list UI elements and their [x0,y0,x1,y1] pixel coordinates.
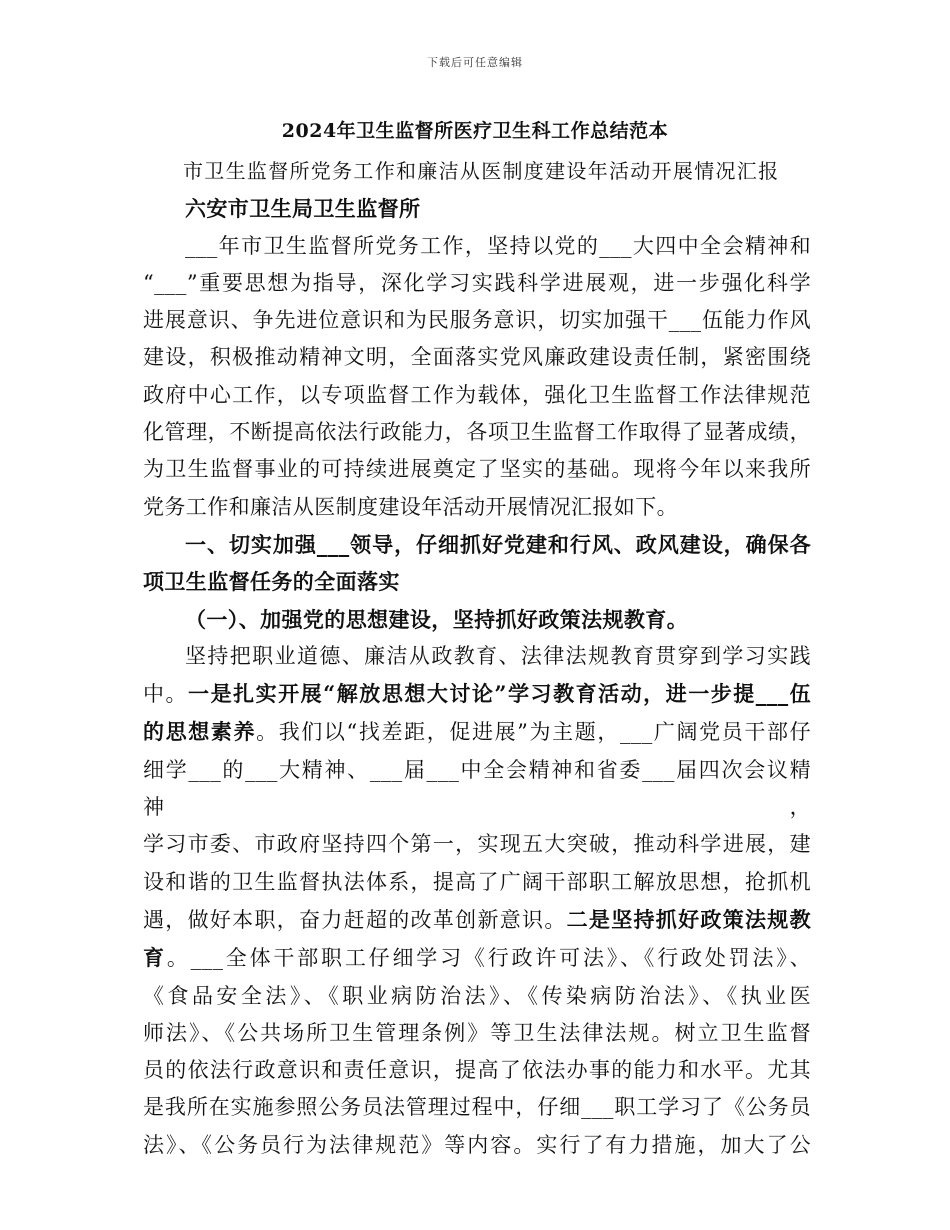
paragraph-line: 建设，积极推动精神文明，全面落实党风廉政建设责任制，紧密围绕 [143,345,811,370]
paragraph-line: 法》、《公务员行为法律规范》等内容。实行了有力措施，加大了公 [143,1132,811,1157]
report-subtitle: 市卫生监督所党务工作和廉洁从医制度建设年活动开展情况汇报 [183,159,780,183]
page-header: 下载后可任意编辑 [427,56,523,69]
paragraph-line: 党务工作和廉洁从医制度建设年活动开展情况汇报如下。 [143,494,678,519]
paragraph-line: 学习市委、市政府坚持四个第一，实现五大突破，推动科学进展，建 [143,832,811,857]
paragraph-line: 《食品安全法》、《职业病防治法》、《传染病防治法》、《执业医 [143,983,811,1008]
paragraph-line: 为卫生监督事业的可持续进展奠定了坚实的基础。现将今年以来我所 [143,457,811,482]
bold-text-run: 育 [143,945,167,971]
section-heading-line: 项卫生监督任务的全面落实 [143,569,400,595]
bold-text-run: 一是扎实开展“解放思想大讨论”学习教育活动，进一步提___伍 [188,681,811,707]
paragraph-line: 化管理，不断提高依法行政能力，各项卫生监督工作取得了显著成绩， [143,420,811,445]
paragraph-line: “___”重要思想为指导，深化学习实践科学进展观，进一步强化科学 [143,270,811,295]
section-heading-line: 一、切实加强___领导，仔细抓好党建和行风、政风建设，确保各 [185,531,811,557]
paragraph-line: 是我所在实施参照公务员法管理过程中，仔细___职工学习了《公务员 [143,1095,811,1120]
paragraph-line [143,901,811,939]
paragraph-line [143,713,811,751]
document-title: 2024年卫生监督所医疗卫生科工作总结范本 [281,120,669,142]
paragraph-line: 政府中心工作，以专项监督工作为载体，强化卫生监督工作法律规范 [143,382,811,407]
paragraph-line: 进展意识、争先进位意识和为民服务意识，切实加强干___伍能力作风 [143,308,811,333]
organization-name: 六安市卫生局卫生监督所 [185,196,421,222]
text-run: 。我们以“找差距，促进展”为主题，___广阔党员干部仔 [256,720,811,745]
bold-text-run: 的思想素养 [143,719,257,745]
section-heading-1 [143,526,811,601]
paragraph-line: 师法》、《公共场所卫生管理条例》等卫生法律法规。树立卫生监督 [143,1020,811,1045]
text-run: 中。 [143,682,189,707]
paragraph-line: 员的依法行政意识和责任意识，提高了依法办事的能力和水平。尤其 [143,1058,811,1083]
bold-text-run: 二是坚持抓好政策法规教 [566,906,811,932]
subsection-heading-1: （一）、加强党的思想建设，坚持抓好政策法规教育。 [185,606,689,632]
paragraph-line: ___年市卫生监督所党务工作，坚持以党的___大四中全会精神和 [185,233,811,258]
paragraph-line: 坚持把职业道德、廉洁从政教育、法律法规教育贯穿到学习实践 [185,643,811,668]
body-paragraph-2 [143,638,811,1164]
paragraph-line [143,939,811,977]
text-run: 。___全体干部职工仔细学习《行政许可法》、《行政处罚法》、 [166,946,812,971]
document-body [143,153,811,1164]
intro-paragraph [143,228,811,526]
paragraph-line [143,675,811,713]
paragraph-line: 设和谐的卫生监督执法体系，提高了广阔干部职工解放思想，抢抓机 [143,869,811,894]
paragraph-line: 细学___的___大精神、___届___中全会精神和省委___届四次会议精神， [143,757,811,820]
text-run: 遇，做好本职，奋力赶超的改革创新意识。 [143,907,567,932]
